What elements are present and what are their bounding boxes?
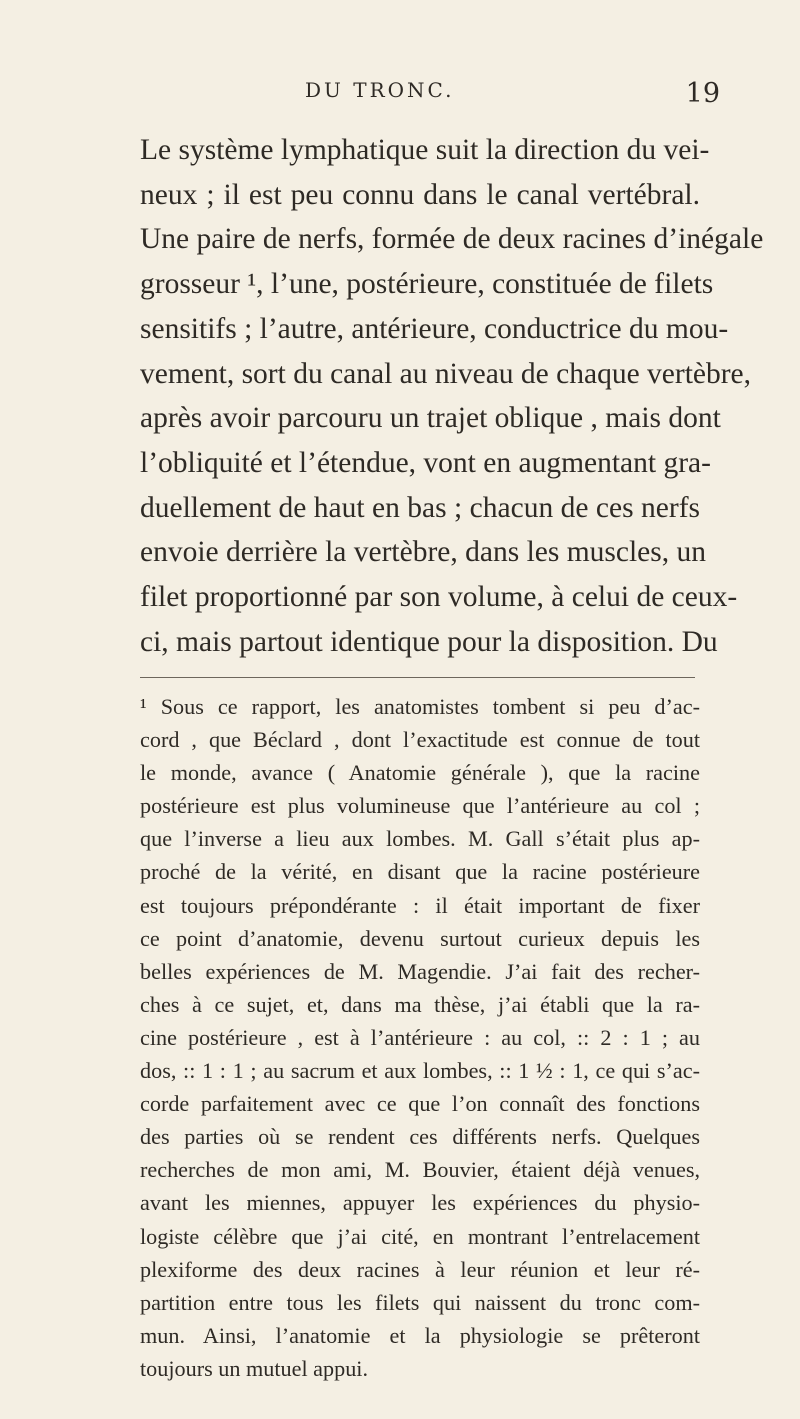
footnote-line: recherches de mon ami, M. Bouvier, étaient déjà venues,: [140, 1157, 700, 1183]
footnote-line: logiste célèbre que j’ai cité, en montrant l’entrelacement: [140, 1223, 700, 1249]
main-line: sensitifs ; l’autre, antérieure, conductrice du mou-: [140, 312, 729, 345]
footnote-line: que l’inverse a lieu aux lombes. M. Gall s’était plus ap-: [140, 826, 700, 852]
footnote-line: partition entre tous les filets qui naissent du tronc com-: [140, 1289, 700, 1315]
footnote-line: plexiforme des deux racines à leur réunion et leur ré-: [140, 1256, 700, 1282]
main-line: filet proportionné par son volume, à celui de ceux-: [140, 581, 738, 614]
footnote-line: des parties où se rendent ces différents nerfs. Quelques: [140, 1124, 700, 1150]
main-text: [140, 128, 764, 664]
footnote-line: est toujours prépondérante : il était important de fixer: [140, 892, 700, 918]
footnote-line: ¹ Sous ce rapport, les anatomistes tombent si peu d’ac-: [140, 694, 700, 719]
running-title: DU TRONC.: [305, 78, 455, 102]
footnote-line: belles expériences de M. Magendie. J’ai fait des recher-: [140, 958, 700, 984]
footnote-line: cord , que Béclard , dont l’exactitude est connue de tout: [140, 727, 700, 753]
main-line: duellement de haut en bas ; chacun de ces nerfs: [140, 491, 700, 524]
footnote-line: toujours un mutuel appui.: [140, 1355, 369, 1381]
footnote-line: mun. Ainsi, l’anatomie et la physiologie se prêteront: [140, 1322, 700, 1348]
footnote: [140, 690, 700, 1385]
main-line: Le système lymphatique suit la direction du vei-: [140, 134, 710, 166]
footnote-line: ches à ce sujet, et, dans ma thèse, j’ai établi que la ra-: [140, 991, 700, 1017]
footnote-line: le monde, avance ( Anatomie générale ), que la racine: [140, 760, 700, 786]
main-line: envoie derrière la vertèbre, dans les muscles, un: [140, 536, 707, 569]
main-line: l’obliquité et l’étendue, vont en augmentant gra-: [140, 446, 711, 479]
page-number: 19: [685, 78, 720, 109]
main-line: ci, mais partout identique pour la disposition. Du: [140, 625, 718, 658]
footnote-line: corde parfaitement avec ce que l’on connaît des fonctions: [140, 1091, 700, 1117]
footnote-line: ce point d’anatomie, devenu surtout curieux depuis les: [140, 925, 700, 951]
main-line: Une paire de nerfs, formée de deux racines d’inégale: [140, 223, 764, 256]
footnote-line: proché de la vérité, en disant que la racine postérieure: [140, 859, 700, 885]
page-header: [120, 78, 720, 118]
footnote-line: postérieure est plus volumineuse que l’antérieure au col ;: [140, 793, 700, 819]
main-line: grosseur ¹, l’une, postérieure, constituée de filets: [140, 268, 714, 301]
main-line: neux ; il est peu connu dans le canal vertébral.: [140, 178, 700, 211]
footnote-rule: [140, 677, 695, 678]
footnote-line: cine postérieure , est à l’antérieure : au col, :: 2 : 1 ; au: [140, 1024, 700, 1050]
main-line: vement, sort du canal au niveau de chaque vertèbre,: [140, 357, 752, 390]
main-line: après avoir parcouru un trajet oblique , mais dont: [140, 402, 721, 435]
footnote-line: dos, :: 1 : 1 ; au sacrum et aux lombes, :: 1 ½ : 1, ce qui s’ac-: [140, 1058, 700, 1084]
footnote-line: avant les miennes, appuyer les expériences du physio-: [140, 1190, 700, 1216]
